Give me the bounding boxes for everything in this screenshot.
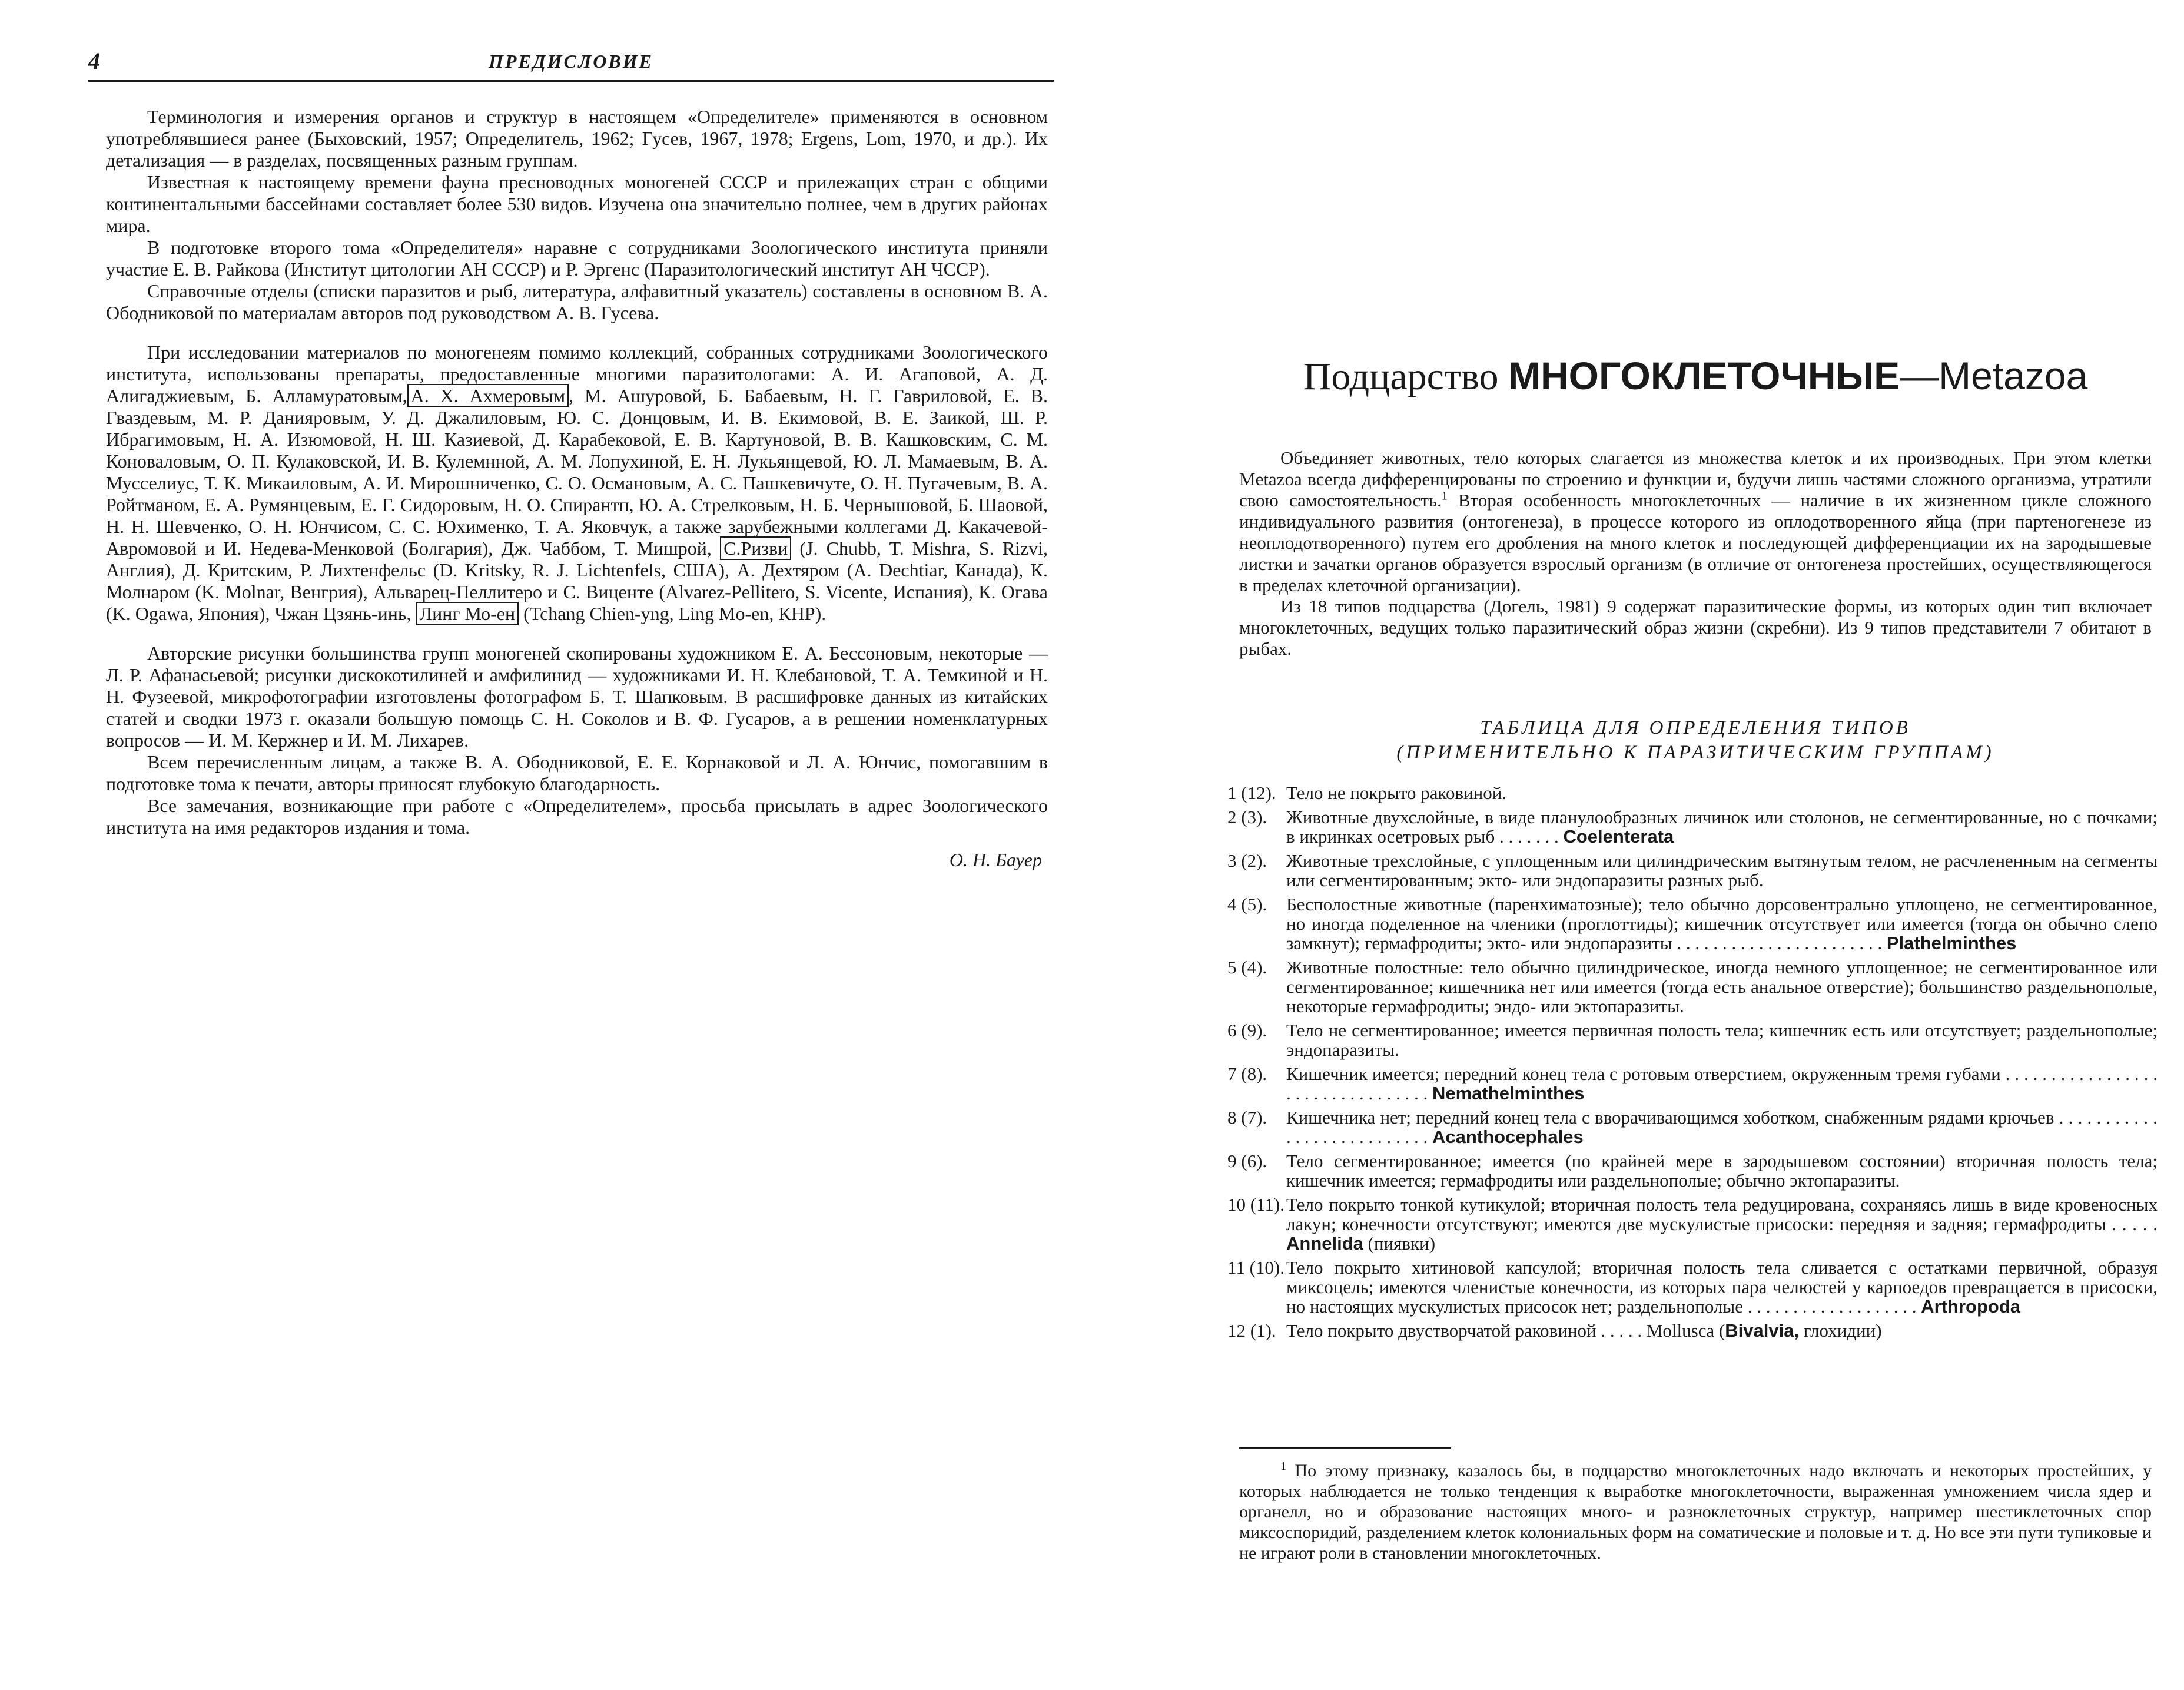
- key-entry-description: Бесполостные животные (паренхиматозные); тело обычно дорсовентрально уплощено, не сегментированное, но иногда поделенное на членики (проглоттиды); кишечник отсутствует или имеется (тогда он обычно слепо замкнут); гермафродиты; экто- или эндопаразиты . . . . . . . . . . . . . . . . . . . . . . .: [1286, 894, 2158, 953]
- key-entry-description: Животные двухслойные, в виде планулообразных личинок или столонов, не сегментированные, но с почками; в икринках осетровых рыб . . . . . . .: [1286, 807, 2158, 847]
- preface-paragraph-collections: [106, 342, 1048, 625]
- title-latin: —Metazoa: [1900, 354, 2088, 397]
- key-entry: [1227, 1258, 2158, 1316]
- title-prefix: Подцарство: [1303, 355, 1508, 398]
- key-entry-number: 1 (12).: [1227, 783, 1276, 803]
- key-heading-line-2: (ПРИМЕНИТЕЛЬНО К ПАРАЗИТИЧЕСКИМ ГРУППАМ): [1396, 742, 1994, 763]
- intro-part-a: Объединяет животных, тело которых слагается из множества клеток и их производных. При этом клетки Metazoa всегда дифференцированы по строению и функции и, будучи лишь частями сложного организма, утратили свою самостоятельность.: [1239, 448, 2152, 511]
- preface-paragraph-participants: В подготовке второго тома «Определителя» наравне с сотрудниками Зоологического института приняли участие Е. В. Райкова (Институт цитологии АН СССР) и Р. Эргенс (Паразитологический институт АН ЧССР).: [106, 237, 1048, 280]
- key-entry-taxon: Bivalvia,: [1725, 1320, 1800, 1341]
- key-entry-description: Тело не сегментированное; имеется первичная полость тела; кишечник есть или отсутствует; раздельнополые; эндопаразиты.: [1286, 1020, 2158, 1060]
- key-entry-text: [1286, 1258, 2158, 1316]
- key-entry-description: Тело покрыто тонкой кутикулой; вторичная полость тела редуцирована, сохраняясь лишь в виде кровеносных лакун; конечности отсутствуют; имеются две мускулистые присоски: передняя и задняя; гермафродиты . . . . .: [1286, 1194, 2158, 1234]
- subkingdom-title: [1239, 353, 2152, 399]
- key-entry-number: 5 (4).: [1227, 957, 1267, 977]
- page-number: 4: [88, 48, 100, 74]
- boxed-name-akhmerov: А. Х. Ахмеровым: [407, 384, 569, 407]
- key-entry-description: Кишечника нет; передний конец тела с вворачивающимся хоботком, снабженным рядами крючьев . . . . . . . . . . . . . . . . . . . . . . . . . . .: [1286, 1107, 2158, 1147]
- key-entry-number: 7 (8).: [1227, 1063, 1267, 1084]
- key-entry: [1227, 807, 2158, 846]
- key-entry-taxon: Nemathelminthes: [1432, 1083, 1585, 1104]
- key-entry-text: [1286, 957, 2158, 1016]
- footnote-text: По этому признаку, казалось бы, в подцарство многоклеточных надо включать и некоторых простейших, у которых наблюдается не только тенденция к выработке многоклеточности, выраженная умножением числа ядер и органелл, но и образование настоящих много- и разноклеточных структур, например шестиклеточных спор миксоспоридий, разделением клеток колониальных форм на соматические и половые и т. д. Но все эти пути тупиковые и не играют роли в становлении многоклеточных.: [1239, 1461, 2152, 1563]
- key-entry-text: [1286, 1195, 2158, 1253]
- key-entry: [1227, 1321, 2158, 1340]
- footnote-ref: 1: [1441, 489, 1448, 503]
- collections-text-2: , М. Ашуровой, Б. Бабаевым, Н. Г. Гавриловой, Е. В. Гваздевым, М. Р. Данияровым, У. Д. Джалиловым, Ю. С. Донцовым, И. В. Екимовой, В. Е. Заикой, Ш. Р. Ибрагимовым, Н. А. Изюмовой, Н. Ш. Казиевой, Д. Карабековой, Е. В. Картуновой, В. В. Кашковским, С. М. Коноваловым, О. П. Кулаковской, И. В. Кулемнной, А. М. Лопухиной, Е. Н. Лукьянцевой, Ю. Л. Мамаевым, В. А. Мусселиус, Т. К. Микаиловым, А. И. Мирошниченко, С. О. Османовым, А. С. Пашкевичуте, О. Н. Пугачевым, В. А. Ройтманом, Е. А. Румянцевым, Е. Г. Сидоровым, Н. О. Спирантп, Ю. А. Стрелковым, Н. Б. Чернышовой, Б. Шаовой, Н. Н. Шевченко, О. Н. Юнчисом, С. С. Юхименко, Т. А. Яковчук, а также зарубежными коллегами Д. Какачевой-Авромовой и И. Недева-Менковой (Болгария), Дж. Чаббом, Т. Мишрой,: [106, 385, 1048, 559]
- collections-text-1: При исследовании материалов по моногенеям помимо коллекций, собранных сотрудниками Зоологического института, использованы препараты, предоставленные многими паразитологами: А. И. Агаповой, А. Д. Алигаджиевым, Б. Алламуратовым,: [106, 342, 1048, 406]
- identification-key: [1227, 783, 2158, 1345]
- paragraph-gap: [106, 324, 1048, 342]
- footnote: [1239, 1460, 2152, 1563]
- preface-paragraph-reference: Справочные отделы (списки паразитов и рыб, литература, алфавитный указатель) составлены в основном В. А. Ободниковой по материалам авторов под руководством А. В. Гусева.: [106, 280, 1048, 323]
- key-entry: [1227, 851, 2158, 890]
- preface-paragraph-illustrations: Авторские рисунки большинства групп моногеней скопированы художником Е. А. Бессоновым, некоторые — Л. Р. Афанасьевой; рисунки дискокотилиней и амфилинид — художниками И. Н. Клебановой, Т. А. Темкиной и Н. Н. Фузеевой, микрофотографии изготовлены фотографом Б. Т. Шапковым. В расшифровке данных из китайских статей и сводки 1973 г. оказали большую помощь С. Н. Соколов и В. Ф. Гусаров, а в решении номенклатурных вопросов — И. М. Кержнер и И. М. Лихарев.: [106, 642, 1048, 751]
- key-entry-number: 12 (1).: [1227, 1320, 1276, 1341]
- key-entry-text: [1286, 1108, 2158, 1146]
- boxed-name-rizvi: С.Ризви: [720, 536, 791, 560]
- key-entry-number: 4 (5).: [1227, 894, 1267, 914]
- key-entry-number: 11 (10).: [1227, 1257, 1284, 1278]
- running-title: ПРЕДИСЛОВИЕ: [489, 51, 653, 72]
- key-table-heading: [1239, 715, 2152, 765]
- running-head: [88, 47, 1054, 82]
- key-entry-tail: глохидии): [1799, 1320, 1882, 1341]
- preface-body: [106, 106, 1048, 871]
- key-entry-text: [1286, 1321, 2158, 1340]
- key-entry-text: [1286, 1064, 2158, 1103]
- key-entry-taxon: Arthropoda: [1921, 1296, 2021, 1317]
- key-entry-text: [1286, 1020, 2158, 1059]
- key-entry-text: [1286, 894, 2158, 953]
- preface-paragraph-terminology: Терминология и измерения органов и структур в настоящем «Определителе» применяются в основном употреблявшиеся ранее (Быховский, 1957; Определитель, 1962; Гусев, 1967, 1978; Ergens, Lom, 1970, и др.). Их детализация — в разделах, посвященных разным группам.: [106, 106, 1048, 171]
- preface-paragraph-fauna: Известная к настоящему времени фауна пресноводных моногеней СССР и прилежащих стран с общими континентальными бассейнами составляет более 530 видов. Изучена она значительно полнее, чем в других районах мира.: [106, 171, 1048, 236]
- key-entry-tail: (пиявки): [1363, 1233, 1436, 1254]
- key-entry-description: Кишечник имеется; передний конец тела с ротовым отверстием, окруженным тремя губами . . . . . . . . . . . . . . . . . . . . . . . . . . . . . . . . .: [1286, 1063, 2158, 1104]
- key-entry: [1227, 1151, 2158, 1190]
- key-entry-text: [1286, 851, 2158, 890]
- key-entry-taxon: Annelida: [1286, 1233, 1363, 1254]
- key-entry-taxon: Coelenterata: [1563, 826, 1674, 847]
- key-entry: [1227, 1020, 2158, 1059]
- key-entry-number: 10 (11).: [1227, 1194, 1284, 1215]
- intro-part-b: Вторая особенность многоклеточных — наличие в их жизненном цикле сложного индивидуального развития (онтогенеза), в процессе которого из оплодотворенного яйца (при партеногенезе из неоплодотворенного) путем его дробления на много клеток и последующей дифференциации их на зародышевые листки и зачатки органов образуется взрослый организм (в отличие от онтогенеза простейших, осуществляющегося в пределах клеточной организации).: [1239, 490, 2152, 595]
- key-entry-description: Животные полостные: тело обычно цилиндрическое, иногда немного уплощенное; не сегментированное или сегментированное; кишечника нет или имеется (тогда есть анальное отверстие); большинство раздельнополые, некоторые гермафродиты; эндо- или эктопаразиты.: [1286, 957, 2158, 1016]
- key-entry-description: Тело покрыто хитиновой капсулой; вторичная полость тела сливается с остатками первичной, образуя миксоцель; имеются членистые конечности, из которых пара челюстей у карпоедов превращается в присоски, но настоящих мускулистых присосок нет; раздельнополые . . . . . . . . . . . . . . . . . . .: [1286, 1257, 2158, 1317]
- key-entry-taxon: Acanthocephales: [1432, 1126, 1584, 1147]
- key-entry-text: [1286, 783, 2158, 803]
- key-entry: [1227, 957, 2158, 1016]
- key-heading-line-1: ТАБЛИЦА ДЛЯ ОПРЕДЕЛЕНИЯ ТИПОВ: [1480, 717, 1911, 738]
- signature: О. Н. Бауер: [949, 849, 1042, 870]
- key-entry-number: 2 (3).: [1227, 807, 1267, 827]
- key-entry-number: 3 (2).: [1227, 850, 1267, 871]
- boxed-name-ling: Линг Мо-ен: [416, 602, 519, 625]
- footnote-divider: [1239, 1447, 1451, 1449]
- collections-text-4: (Tchang Chien-yng, Ling Mo-en, КНР).: [523, 603, 827, 624]
- key-entry: [1227, 1108, 2158, 1146]
- intro-text: [1239, 448, 2152, 660]
- key-entry-description: Животные трехслойные, с уплощенным или цилиндрическим вытянутым телом, не расчлененным на сегменты или сегментированным; экто- или эндопаразиты разных рыб.: [1286, 850, 2158, 890]
- key-entry-description: Тело не покрыто раковиной.: [1286, 783, 1507, 803]
- key-entry: [1227, 894, 2158, 953]
- key-entry-description: Тело сегментированное; имеется (по крайней мере в зародышевом состоянии) вторичная полость тела; кишечник имеется; гермафродиты или раздельнополые; обычно эктопаразиты.: [1286, 1151, 2158, 1191]
- collections-text-3: (J. Chubb, T. Mishra, S. Rizvi, Англия), Д. Критским, Р. Лихтенфельс (D. Kritsky, R. J. Lichtenfels, США), А. Дехтяром (A. Dechtiar, Канада), К. Молнаром (K. Molnar, Венгрия), Альварец-Пеллитеро и С. Вицентe (Alvarez-Pellitero, S. Vicente, Испания), К. Огава (K. Ogawa, Япония), Чжан Цзянь-инь,: [106, 538, 1048, 624]
- right-page: [1092, 0, 2184, 1690]
- intro-paragraph-2: Из 18 типов подцарства (Догель, 1981) 9 содержат паразитические формы, из которых один тип включает многоклеточных, ведущих только паразитический образ жизни (скребни). Из 9 типов представители 7 обитают в рыбах.: [1239, 596, 2152, 659]
- key-entry: [1227, 1064, 2158, 1103]
- key-entry-number: 8 (7).: [1227, 1107, 1267, 1128]
- key-entry-taxon: Plathelminthes: [1886, 933, 2017, 953]
- preface-paragraph-address: Все замечания, возникающие при работе с «Определителем», просьба присылать в адрес Зоологического института на имя редакторов издания и тома.: [106, 795, 1048, 838]
- intro-paragraph-1: [1239, 448, 2152, 596]
- paragraph-gap: [106, 625, 1048, 642]
- key-entry: [1227, 1195, 2158, 1253]
- key-entry-text: [1286, 807, 2158, 846]
- key-entry-number: 6 (9).: [1227, 1020, 1267, 1040]
- footnote-mark: 1: [1280, 1460, 1286, 1473]
- preface-paragraph-thanks: Всем перечисленным лицам, а также В. А. Ободниковой, Е. Е. Корнаковой и Л. А. Юнчис, помогавшим в подготовке тома к печати, авторы приносят глубокую благодарность.: [106, 751, 1048, 794]
- key-entry-description: Тело покрыто двустворчатой раковиной . . . . . Mollusca (: [1286, 1320, 1725, 1341]
- key-entry-number: 9 (6).: [1227, 1151, 1267, 1171]
- key-entry-text: [1286, 1151, 2158, 1190]
- key-entry: [1227, 783, 2158, 803]
- title-caps: МНОГОКЛЕТОЧНЫЕ: [1508, 354, 1900, 397]
